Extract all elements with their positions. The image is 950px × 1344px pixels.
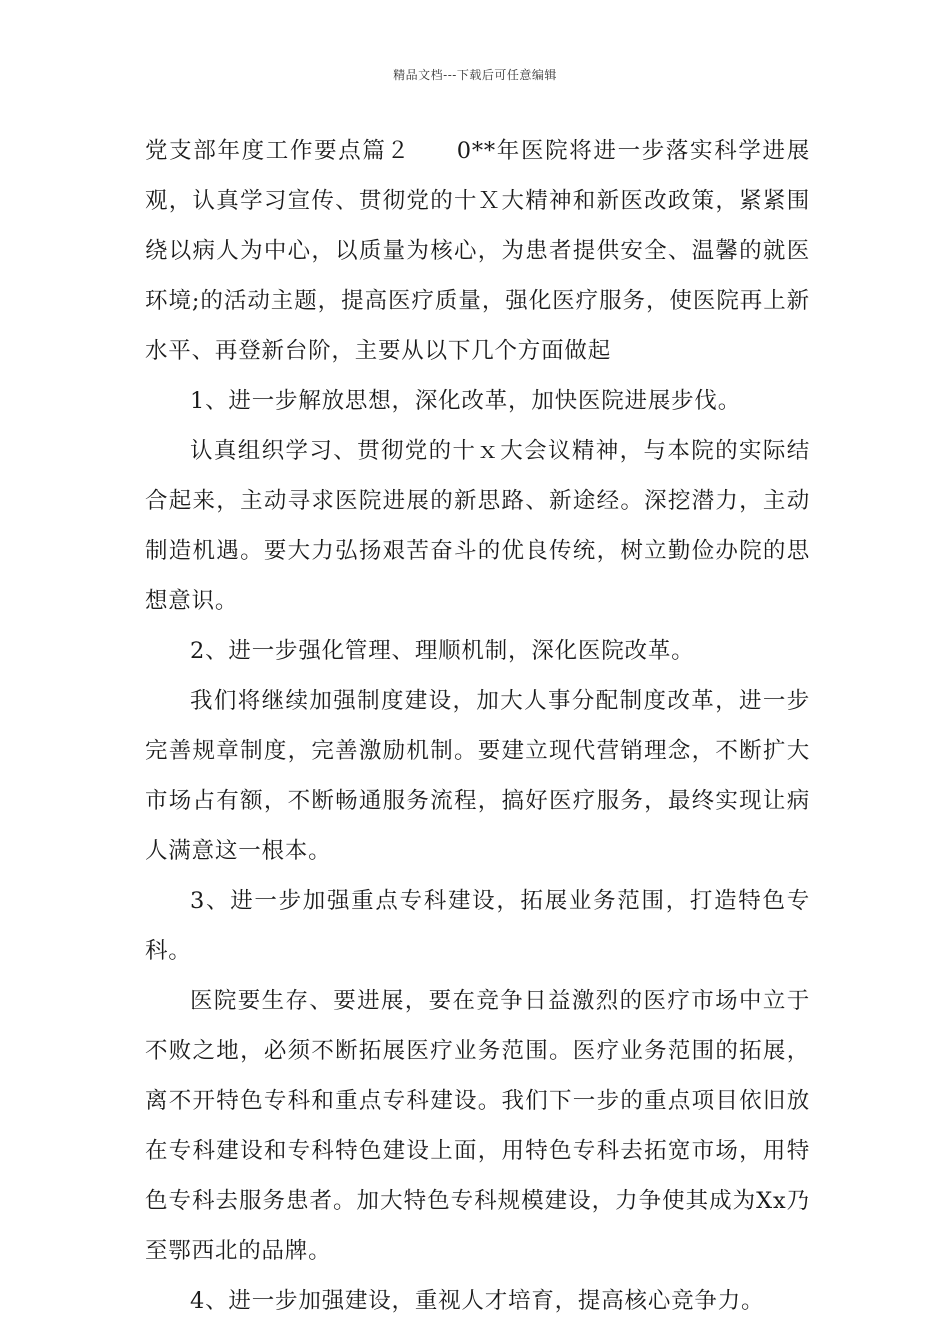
intro-paragraph — [145, 126, 810, 376]
page-header: 精品文档---下载后可任意编辑 — [393, 68, 557, 82]
section-heading-1: 1、进一步解放思想，深化改革，加快医院进展步伐。 — [190, 388, 742, 414]
intro-text: 0**年医院将进一步落实科学进展观，认真学习宣传、贯彻党的十Ｘ大精神和新医改政策，紧紧围绕以病人为中心，以质量为核心，为患者提供安全、温馨的就医环境;的活动主题，提高医疗质量，强化医疗服务，使医院再上新水平、再登新台阶，主要从以下几个方面做起 — [145, 138, 810, 364]
section-heading-2: 2、进一步强化管理、理顺机制，深化医院改革。 — [190, 638, 695, 664]
section-heading-4: 4、进一步加强建设，重视人才培育，提高核心竞争力。 — [190, 1288, 765, 1314]
document-title: 党支部年度工作要点篇２ — [145, 138, 411, 164]
document-body — [145, 126, 810, 1326]
section-body-3: 医院要生存、要进展，要在竞争日益激烈的医疗市场中立于不败之地，必须不断拓展医疗业务范围。医疗业务范围的拓展，离不开特色专科和重点专科建设。我们下一步的重点项目依旧放在专科建设和专科特色建设上面，用特色专科去拓宽市场，用特色专科去服务患者。加大特色专科规模建设，力争使其成为Xx乃至鄂西北的品牌。 — [145, 988, 810, 1264]
section-body-2: 我们将继续加强制度建设，加大人事分配制度改革，进一步完善规章制度，完善激励机制。要建立现代营销理念，不断扩大市场占有额，不断畅通服务流程，搞好医疗服务，最终实现让病人满意这一根本。 — [145, 688, 810, 864]
section-body-1: 认真组织学习、贯彻党的十ｘ大会议精神，与本院的实际结合起来，主动寻求医院进展的新思路、新途经。深挖潜力，主动制造机遇。要大力弘扬艰苦奋斗的优良传统，树立勤俭办院的思想意识。 — [145, 438, 810, 614]
section-heading-3: 3、进一步加强重点专科建设，拓展业务范围，打造特色专科。 — [145, 888, 810, 964]
